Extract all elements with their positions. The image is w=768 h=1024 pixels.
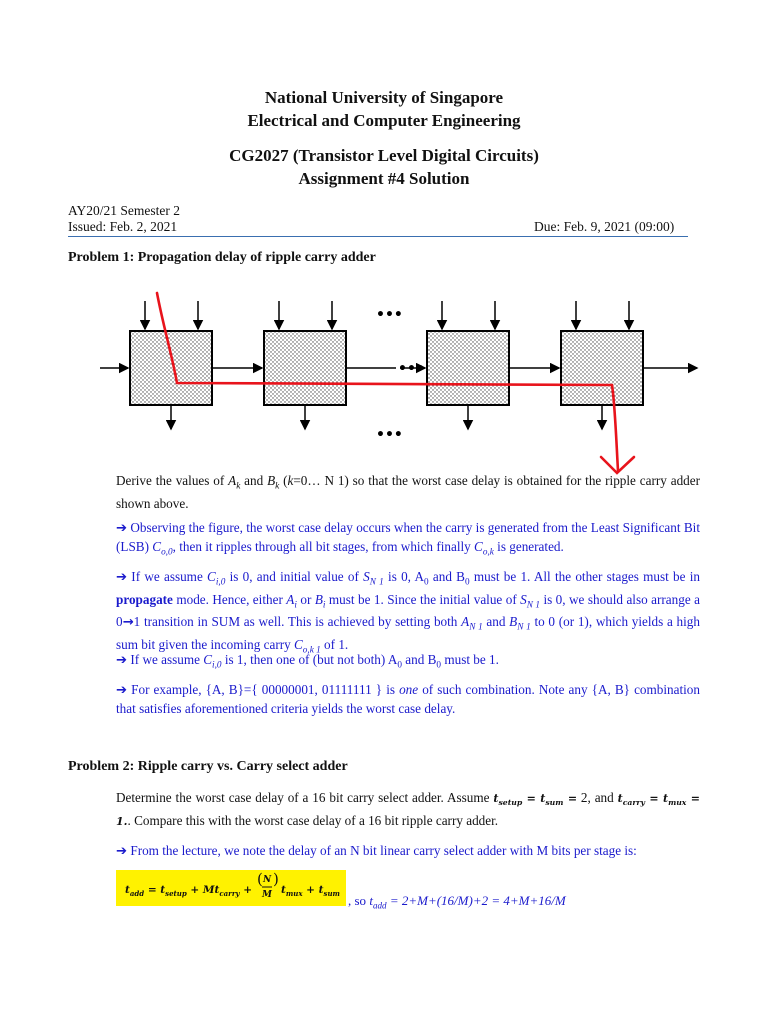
problem2-heading: Problem 2: Ripple carry vs. Carry select adder <box>68 759 348 774</box>
problem1-answer-2: ➔ If we assume $C_{i,0}$ is 0, and initial value of $S_{N 1}$ is 0, $A_0$ and $B_0$ must be 1. All the other stages must be in propagate mode. Hence, either $A_i$ or $B_i$ must be 1. Since the initial value of $S_{N 1}$ is 0, we should also arrange a 0→1 transition in SUM as well. This is achieved by setting both $A_{N 1}$ and $B_{N 1}$ to 0 (or 1), which yields a high sum bit given the incoming carry $C_{o,k 1}$ of 1. <box>116 569 700 655</box>
delay-formula <box>116 870 346 906</box>
ripple-carry-adder-diagram <box>0 285 768 475</box>
formula-result: , so $t_{add} = 2+M+(16/M)+2 = 4+M+16/M$ <box>348 893 566 911</box>
ellipsis-mid: ••• <box>398 361 425 377</box>
semester-label: AY20/21 Semester 2 <box>68 203 180 218</box>
issued-date: Issued: Feb. 2, 2021 <box>68 219 178 234</box>
adder-stage-msb <box>561 301 643 429</box>
svg-text:M: M <box>262 890 272 900</box>
due-date: Due: Feb. 9, 2021 (09:00) <box>534 219 675 234</box>
problem1-heading: Problem 1: Propagation delay of ripple carry adder <box>68 250 376 265</box>
svg-text:tmux + tsum: $t_{mux} + t_{sum}$ <box>281 884 340 898</box>
right-arrow-icon: ➔ <box>116 521 128 536</box>
header-divider <box>68 236 688 237</box>
assignment-title: Assignment #4 Solution <box>298 169 470 188</box>
ellipsis-top: ••• <box>376 307 403 323</box>
problem2-question: Determine the worst case delay of a 16 bit carry select adder. Assume $t_{setup} = t_{sum} = 2$, and $t_{carry} = t_{mux} = 1$.. Compare this with the worst case delay of a 16 bit ripple carry adder. <box>116 790 701 829</box>
adder-stage-2 <box>427 301 509 429</box>
right-arrow-icon: ➔ <box>116 653 128 668</box>
problem2-answer-1: ➔ From the lecture, we note the delay of an N bit linear carry select adder with M bits per stage is: <box>116 843 637 859</box>
svg-text:): ) <box>273 870 279 888</box>
problem1-answer-4: ➔ For example, {A, B}={ 00000001, 01111111 } is one of such combination. Note any {A, B} combination that satisfies aforementioned criteria yields the worst case delay. <box>116 682 700 716</box>
problem1-answer-3: ➔ If we assume $C_{i,0}$ is 1, then one of (but not both) $A_0$ and $B_0$ must be 1. <box>116 652 499 670</box>
problem1-question: Derive the values of $A_k$ and $B_k$ (k=0… N 1) so that the worst case delay is obtained for the ripple carry adder shown above. <box>116 473 700 511</box>
right-arrow-icon: ➔ <box>116 570 128 585</box>
right-arrow-icon: ➔ <box>116 683 128 698</box>
right-arrow-icon: → <box>122 615 134 631</box>
course-title: CG2027 (Transistor Level Digital Circuits) <box>229 146 539 165</box>
problem1-answer-1: ➔ Observing the figure, the worst case delay occurs when the carry is generated from the Least Significant Bit (LSB) $C_{o,0}$, then it ripples through all bit stages, from which finally $C_{o,k}$ is generated. <box>116 520 700 557</box>
university-name: National University of Singapore <box>264 88 504 107</box>
adder-stage-1 <box>264 301 346 429</box>
department-name: Electrical and Computer Engineering <box>247 111 521 130</box>
adder-stage-0 <box>130 301 212 429</box>
right-arrow-icon: ➔ <box>116 844 128 859</box>
svg-text:tadd = tsetup + Mtcarry +: $t_{add} = t_{setup} + Mt_{carry}$ + <box>125 884 253 898</box>
ellipsis-bottom: ••• <box>376 427 403 443</box>
svg-text:(: ( <box>257 870 263 888</box>
highlighted-formula <box>116 870 346 906</box>
svg-text:N: N <box>263 875 272 885</box>
